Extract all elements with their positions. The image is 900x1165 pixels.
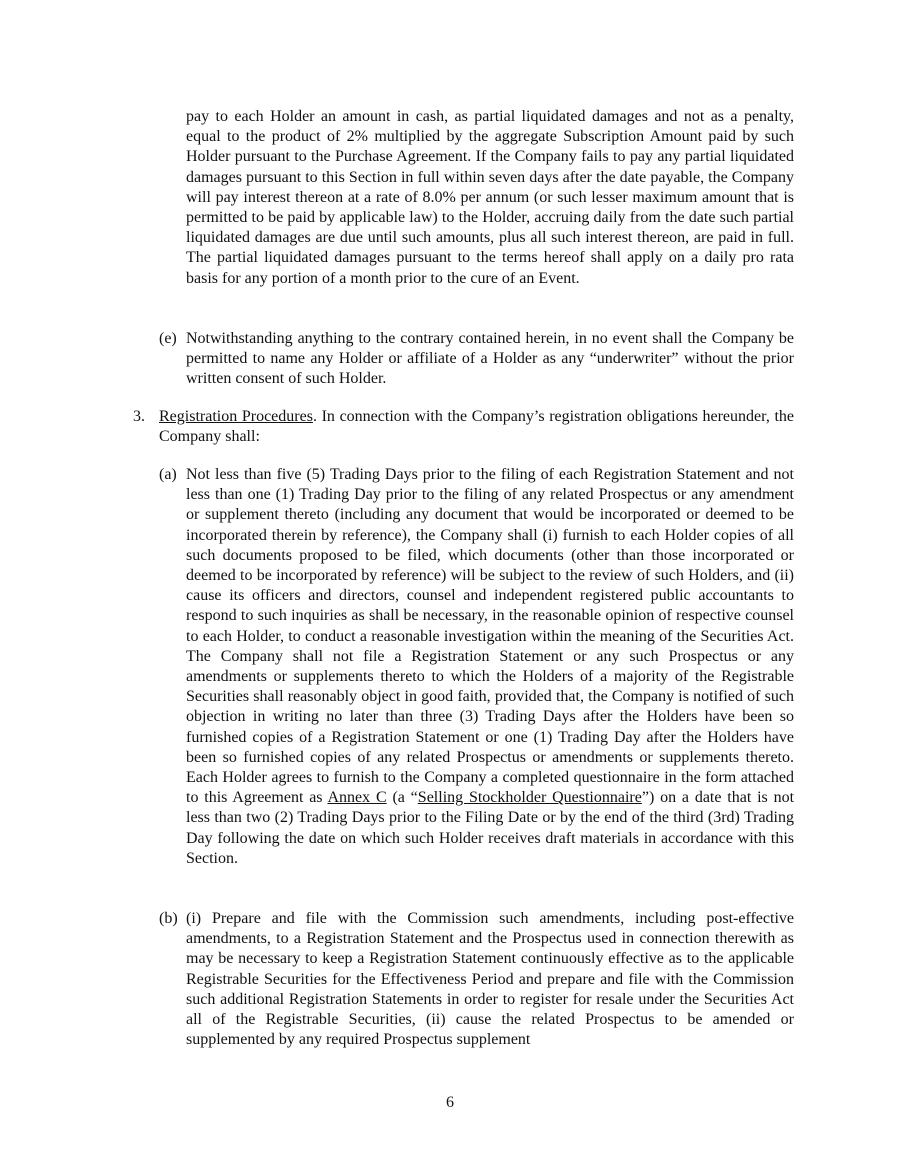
paragraph-continuation: pay to each Holder an amount in cash, as partial liquidated damages and not as a penalty, equal to the product of 2% multiplied by the aggregate Subscription Amount paid by such Holder pursuant to the Purchase Agreement. If the Company fails to pay any partial liquidated damages pursuant to this Section in full within seven days after the date payable, the Company will pay interest thereon at a rate of 8.0% per annum (or such lesser maximum amount that is permitted to be paid by applicable law) to the Holder, accruing daily from the date such partial liquidated damages are due until such amounts, plus all such interest thereon, are paid in full. The partial liquidated damages pursuant to the terms hereof shall apply on a daily pro rata basis for any portion of a month prior to the cure of an Event. (186, 108, 794, 287)
section-3-heading: Registration Procedures (159, 408, 313, 425)
item-e-label: (e) (159, 330, 177, 347)
page-number: 6 (446, 1094, 454, 1111)
section-3-paragraph (159, 407, 794, 447)
item-e-text: Notwithstanding anything to the contrary contained herein, in no event shall the Company be permitted to name any Holder or affiliate of a Holder as any “underwriter” without the prior written consent of such Holder. (186, 330, 794, 388)
section-3-number: 3. (133, 408, 145, 425)
item-a-label: (a) (159, 466, 177, 483)
item-a-text-part-3: ”) on a date that is not less than two (2) Trading Days prior to the Filing Date or by the end of the third (3rd) Trading Day following the date on which such Holder receives draft materials in accordance with this Section. (186, 789, 795, 867)
item-b-label: (b) (159, 910, 178, 927)
item-a-text-part-2: (a “ (386, 789, 418, 807)
section-3-intro: . In connection with the Company’s registration obligations hereunder, the Company shall: (159, 408, 795, 446)
item-a-text (186, 465, 794, 869)
annex-c-reference: Annex C (327, 789, 387, 807)
selling-stockholder-questionnaire-term: Selling Stockholder Questionnaire (417, 789, 642, 807)
item-b-text: (i) Prepare and file with the Commission such amendments, including post-effective amendments, to a Registration Statement and the Prospectus used in connection therewith as may be necessary to keep a Registration Statement continuously effective as to the applicable Registrable Securities for the Effectiveness Period and prepare and file with the Commission such additional Registration Statements in order to register for resale under the Securities Act all of the Registrable Securities, (ii) cause the related Prospectus to be amended or supplemented by any required Prospectus supplement (186, 910, 794, 1049)
item-a-text-part-1: Not less than five (5) Trading Days prior to the filing of each Registration Statement and not less than one (1) Trading Day prior to the filing of any related Prospectus or any amendment or supplement thereto (including any document that would be incorporated or deemed to be incorporated therein by reference), the Company shall (i) furnish to each Holder copies of all such documents proposed to be filed, which documents (other than those incorporated or deemed to be incorporated by reference) will be subject to the review of such Holders, and (ii) cause its officers and directors, counsel and independent registered public accountants to respond to such inquiries as shall be necessary, in the reasonable opinion of respective counsel to each Holder, to conduct a reasonable investigation within the meaning of the Securities Act. The Company shall not file a Registration Statement or any such Prospectus or any amendments or supplements thereto to which the Holders of a majority of the Registrable Securities shall reasonably object in good faith, provided that, the Company is notified of such objection in writing no later than three (3) Trading Days after the Holders have been so furnished copies of a Registration Statement or one (1) Trading Day after the Holders have been so furnished copies of any related Prospectus or amendments or supplements thereto. Each Holder agrees to furnish to the Company a completed questionnaire in the form attached to this Agreement as (186, 466, 794, 807)
